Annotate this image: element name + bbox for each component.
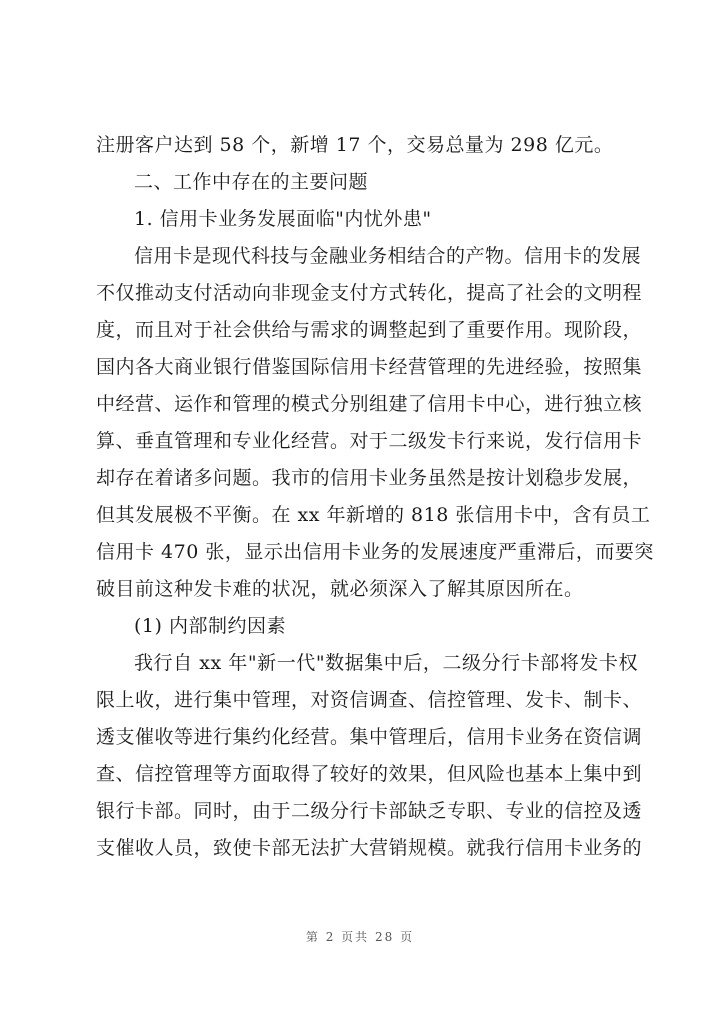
page-number-footer: 第 2 页共 28 页 (305, 930, 415, 944)
text-line: 度，而且对于社会供给与需求的调整起到了重要作用。现阶段， (96, 319, 643, 341)
text-line: 信用卡 470 张，显示出信用卡业务的发展速度严重滞后，而要突 (96, 541, 654, 563)
text-line: 透支催收等进行集约化经营。集中管理后，信用卡业务在资信调 (96, 726, 643, 748)
text-line: 支催收人员，致使卡部无法扩大营销规模。就我行信用卡业务的 (96, 837, 643, 859)
subsection-heading: 1. 信用卡业务发展面临"内忧外患" (134, 208, 432, 230)
text-line: 限上收，进行集中管理，对资信调查、信控管理、发卡、制卡、 (96, 689, 643, 711)
subsection-heading: (1) 内部制约因素 (134, 615, 286, 637)
text-line: 信用卡是现代科技与金融业务相结合的产物。信用卡的发展 (134, 245, 642, 267)
text-line: 破目前这种发卡难的状况，就必须深入了解其原因所在。 (96, 578, 584, 600)
text-line: 银行卡部。同时，由于二级分行卡部缺乏专职、专业的信控及透 (96, 800, 643, 822)
text-line: 中经营、运作和管理的模式分别组建了信用卡中心，进行独立核 (96, 393, 643, 415)
document-body (96, 127, 654, 867)
text-line: 不仅推动支付活动向非现金支付方式转化，提高了社会的文明程 (96, 282, 643, 304)
text-line: 我行自 xx 年"新一代"数据集中后，二级分行卡部将发卡权 (134, 652, 638, 674)
text-line: 查、信控管理等方面取得了较好的效果，但风险也基本上集中到 (96, 763, 643, 785)
text-line: 国内各大商业银行借鉴国际信用卡经营管理的先进经验，按照集 (96, 356, 643, 378)
text-line: 注册客户达到 58 个，新增 17 个，交易总量为 298 亿元。 (96, 134, 614, 156)
text-line: 但其发展极不平衡。在 xx 年新增的 818 张信用卡中，含有员工 (96, 504, 651, 526)
text-line: 算、垂直管理和专业化经营。对于二级发卡行来说，发行信用卡 (96, 430, 643, 452)
text-line: 却存在着诸多问题。我市的信用卡业务虽然是按计划稳步发展， (96, 467, 643, 489)
section-heading: 二、工作中存在的主要问题 (134, 171, 369, 193)
